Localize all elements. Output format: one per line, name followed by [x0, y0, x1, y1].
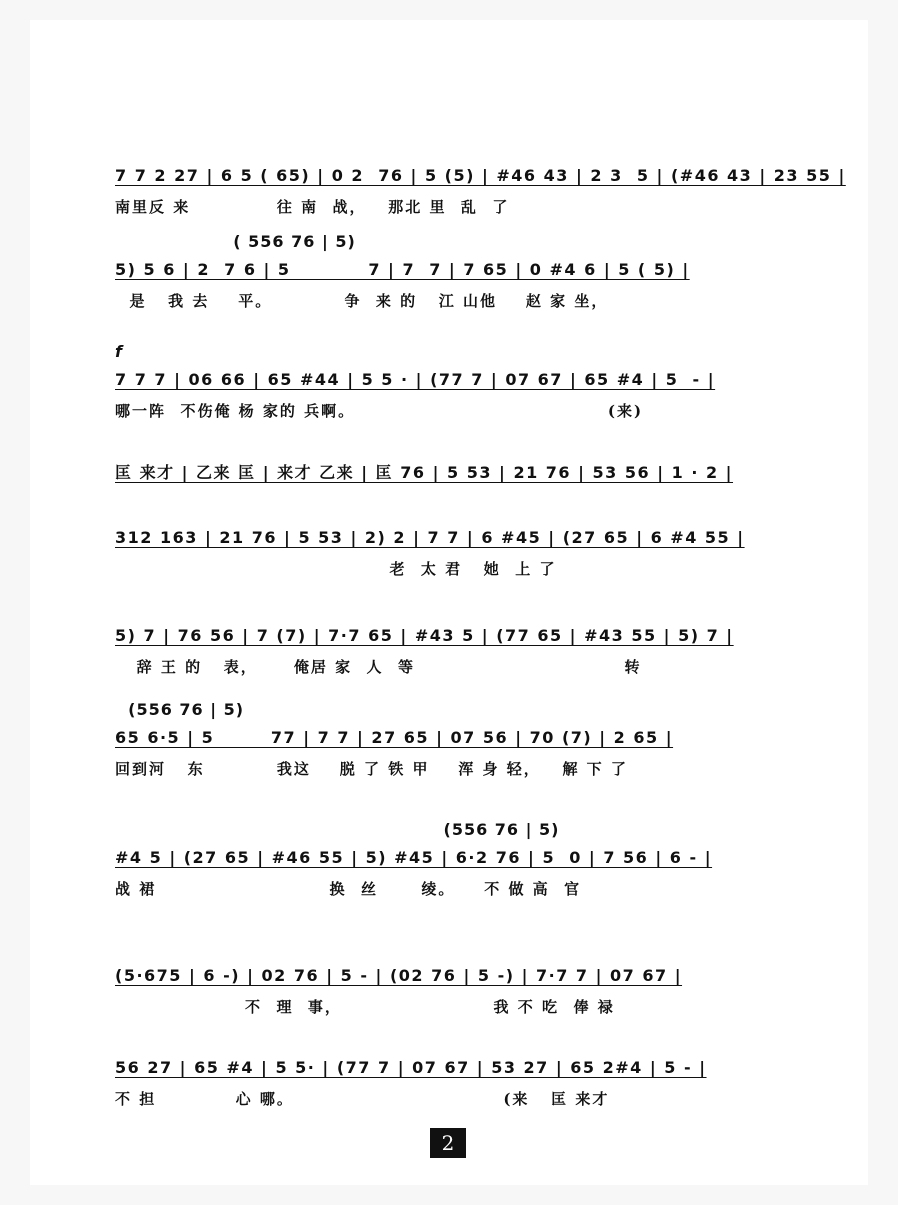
lyrics-line: 是 我 去 平。 争 来 的 江 山他 赵 家 坐，	[115, 292, 609, 310]
notation-line: #4 5 | (27 65 | #46 55 | 5) #45 | 6·2 76 | 5 0 | 7 56 | 6 - |	[115, 848, 713, 867]
score-page	[30, 20, 868, 1185]
notation-line: 56 27 | 65 #4 | 5 5· | (77 7 | 07 67 | 53 27 | 65 2#4 | 5 - |	[115, 1058, 707, 1077]
score-system-5	[115, 500, 830, 605]
score-system-10	[115, 1030, 830, 1135]
score-system-9	[115, 938, 830, 1043]
notation-line: 312 163 | 21 76 | 5 53 | 2) 2 | 7 7 | 6 #45 | (27 65 | 6 #4 55 |	[115, 528, 745, 547]
notation-line: 5) 5 6 | 2 7 6 | 5 7 | 7 7 | 7 65 | 0 #4 6 | 5 ( 5) |	[115, 260, 690, 279]
notation-line: (5·675 | 6 -) | 02 76 | 5 - | (02 76 | 5 -) | 7·7 7 | 07 67 |	[115, 966, 683, 985]
notation-line: 5) 7 | 76 56 | 7 (7) | 7·7 65 | #43 5 | (77 65 | #43 55 | 5) 7 |	[115, 626, 734, 645]
dynamic-mark: f	[115, 342, 123, 361]
lyrics-line: 不 理 事， 我 不 吃 俸 禄	[115, 998, 615, 1016]
score-system-6	[115, 598, 830, 703]
score-system-1	[115, 138, 846, 243]
score-system-8	[115, 820, 830, 925]
page-number: 2	[430, 1128, 466, 1158]
lyrics-line: 不 担 心 哪。 (来 匡 来才	[115, 1090, 610, 1108]
lyrics-line: 南里反 来 往 南 战， 那北 里 乱 了	[115, 198, 510, 216]
bracketed-notes: ( 556 76 | 5)	[115, 232, 356, 251]
notation-line: 65 6·5 | 5 77 | 7 7 | 27 65 | 07 56 | 70 (7) | 2 65 |	[115, 728, 674, 747]
percussion-notation-line: 匡 来才 | 乙来 匡 | 来才 乙来 | 匡 76 | 5 53 | 21 76 | 53 56 | 1 · 2 |	[115, 463, 734, 482]
notation-line: 7 7 2 27 | 6 5 ( 65) | 0 2 76 | 5 (5) | #46 43 | 2 3 5 | (#46 43 | 23 55 |	[115, 166, 846, 185]
score-system-7	[115, 700, 830, 805]
notation-line: 7 7 7 | 06 66 | 65 #44 | 5 5 · | (77 7 | 07 67 | 65 #4 | 5 - |	[115, 370, 716, 389]
bracketed-notes: (556 76 | 5)	[115, 700, 245, 719]
bracketed-notes: (556 76 | 5)	[115, 820, 560, 839]
lyrics-line: 回到河 东 我这 脱 了 铁 甲 浑 身 轻， 解 下 了	[115, 760, 628, 778]
score-system-2	[115, 232, 830, 337]
lyrics-line: 辞 王 的 表， 俺居 家 人 等 转	[115, 658, 642, 676]
lyrics-line: 老 太 君 她 上 了	[115, 560, 557, 578]
lyrics-line: 战 裙 换 丝 绫。 不 做 高 官	[115, 880, 582, 898]
lyrics-line: 哪一阵 不伤俺 杨 家的 兵啊。 (来)	[115, 402, 644, 420]
